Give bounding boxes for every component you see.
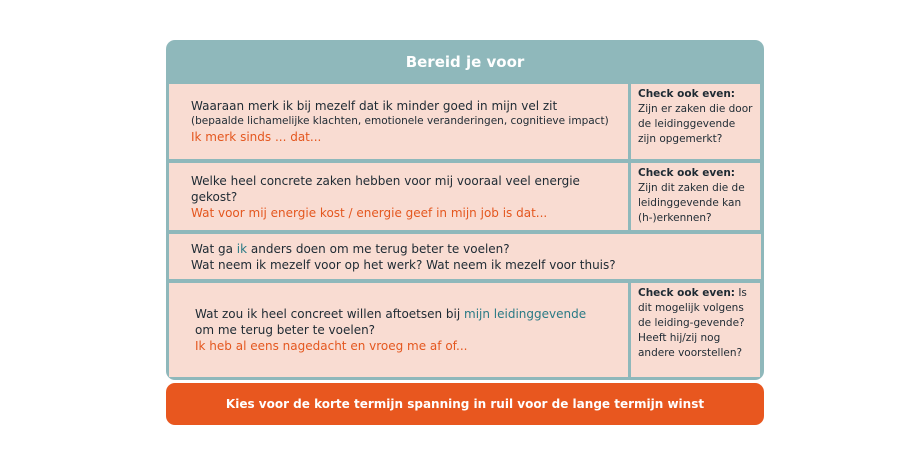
question-detail: (bepaalde lichamelijke klachten, emotionele veranderingen, cognitieve impact) [191,115,609,127]
question-part-b: om me terug beter te voelen? [195,323,376,337]
check-text: Is dit mogelijk volgens de leiding-gevende? Heeft hij/zij nog andere voorstellen? [638,287,747,359]
check-label: Check ook even: [638,287,735,299]
question-row-4 [169,283,628,377]
card-header [166,40,764,84]
question-row-2 [169,163,628,230]
question-text: Waaraan merk ik bij mezelf dat ik minder goed in mijn vel zit [191,99,558,113]
question-highlight: mijn leidinggevende [464,307,587,321]
question-line-2: Wat neem ik mezelf voor op het werk? Wat neem ik mezelf voor thuis? [191,257,616,272]
check-label: Check ook even: [638,167,735,179]
check-text: Zijn dit zaken die de leidinggevende kan (h-)erkennen? [638,182,745,224]
card-title: Bereid je voor [405,53,525,71]
preparation-card [166,40,764,380]
check-note-1 [631,84,760,159]
check-text: Zijn er zaken die door de leidinggevende zijn opgemerkt? [638,103,753,145]
question-text [195,306,618,322]
banner-text: Kies voor de korte termijn spanning in ruil voor de lange termijn winst [225,397,705,411]
answer-prompt: Ik heb al eens nagedacht en vroeg me af of... [195,339,468,353]
answer-prompt: Ik merk sinds ... dat... [191,130,322,144]
question-highlight: ik [236,241,248,256]
question-part-a: Wat ga [191,241,237,256]
check-note-3 [631,283,760,377]
question-text: Welke heel concrete zaken hebben voor mij vooraal veel energie gekost? [191,173,580,204]
answer-prompt: Wat voor mij energie kost / energie geef in mijn job is dat... [191,205,548,220]
question-text [191,241,751,257]
question-row-3 [169,234,761,279]
check-label: Check ook even: [638,88,735,100]
conclusion-banner [166,383,764,425]
question-part-a: Wat zou ik heel concreet willen aftoetsen bij [195,307,465,321]
check-note-2 [631,163,760,230]
question-row-1 [169,84,628,159]
question-part-b: anders doen om me terug beter te voelen? [247,241,510,256]
